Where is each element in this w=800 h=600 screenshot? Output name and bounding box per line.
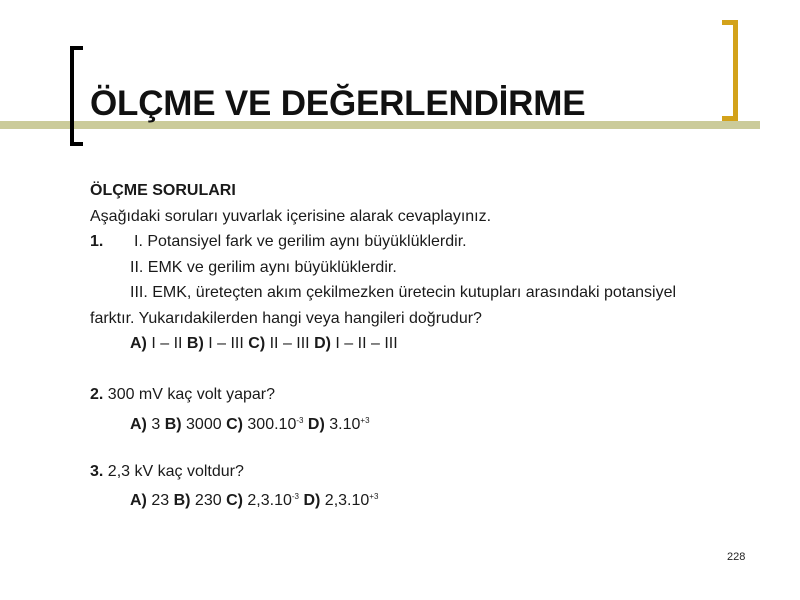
question-3-text: 2,3 kV kaç voltdur? <box>103 462 244 480</box>
option-a-text: 3 <box>146 415 165 433</box>
question-3 <box>90 459 750 485</box>
option-c-letter: C) <box>226 415 243 433</box>
option-c-letter: C) <box>248 335 266 352</box>
option-b-text: 3000 <box>181 415 227 433</box>
option-d-text: 3.10 <box>324 415 361 433</box>
option-d-text: 2,3.10 <box>320 492 370 509</box>
slide-body <box>90 178 750 510</box>
option-b-text: I – III <box>203 335 249 352</box>
right-bracket-decoration <box>722 20 738 121</box>
option-c-exponent: -3 <box>291 492 300 501</box>
left-bracket-decoration <box>70 46 83 146</box>
option-c-text: 2,3.10 <box>242 492 292 509</box>
option-a-letter: A) <box>130 415 147 433</box>
option-c-text: 300.10 <box>242 415 297 433</box>
instruction-text: Aşağıdaki soruları yuvarlak içerisine alarak cevaplayınız. <box>90 207 492 225</box>
option-d-letter: D) <box>307 415 325 433</box>
question-1-statement-3a: III. EMK, üreteçten akım çekilmezken üretecin kutupları arasındaki potansiyel <box>130 284 677 301</box>
option-c-text: II – III <box>265 335 315 352</box>
question-2-options <box>90 408 750 434</box>
option-d-text: I – II – III <box>330 335 398 352</box>
option-a-text: 23 <box>146 492 174 509</box>
option-b-text: 230 <box>190 492 227 509</box>
option-b-letter: B) <box>186 335 204 352</box>
option-c-letter: C) <box>226 492 243 509</box>
slide-title: ÖLÇME VE DEĞERLENDİRME <box>90 84 586 123</box>
question-2 <box>90 382 750 408</box>
option-d-exponent: +3 <box>369 492 379 501</box>
question-2-number: 2. <box>90 386 104 403</box>
page-number: 228 <box>727 551 746 563</box>
option-d-letter: D) <box>314 335 331 352</box>
option-b-letter: B) <box>164 415 182 433</box>
question-1-statement-1 <box>90 229 750 255</box>
question-1-number: 1. <box>90 233 104 250</box>
spacer <box>90 357 750 383</box>
question-3-options <box>90 484 750 510</box>
question-1-statement-2: II. EMK ve gerilim aynı büyüklüklerdir. <box>130 258 397 276</box>
question-1-options <box>90 331 750 357</box>
question-2-text: 300 mV kaç volt yapar? <box>103 386 275 403</box>
option-d-letter: D) <box>303 492 321 509</box>
question-3-number: 3. <box>90 462 104 480</box>
option-c-exponent: -3 <box>296 415 304 425</box>
option-a-letter: A) <box>130 492 147 509</box>
option-b-letter: B) <box>173 492 191 509</box>
spacer <box>90 433 750 459</box>
statement-1-text: I. Potansiyel fark ve gerilim aynı büyüklüklerdir. <box>134 233 467 250</box>
question-1-statement-3b: farktır. Yukarıdakilerden hangi veya hangileri doğrudur? <box>90 309 482 327</box>
option-a-letter: A) <box>130 335 147 352</box>
option-a-text: I – II <box>146 335 187 352</box>
option-d-exponent: +3 <box>360 415 370 425</box>
section-heading: ÖLÇME SORULARI <box>90 182 236 199</box>
